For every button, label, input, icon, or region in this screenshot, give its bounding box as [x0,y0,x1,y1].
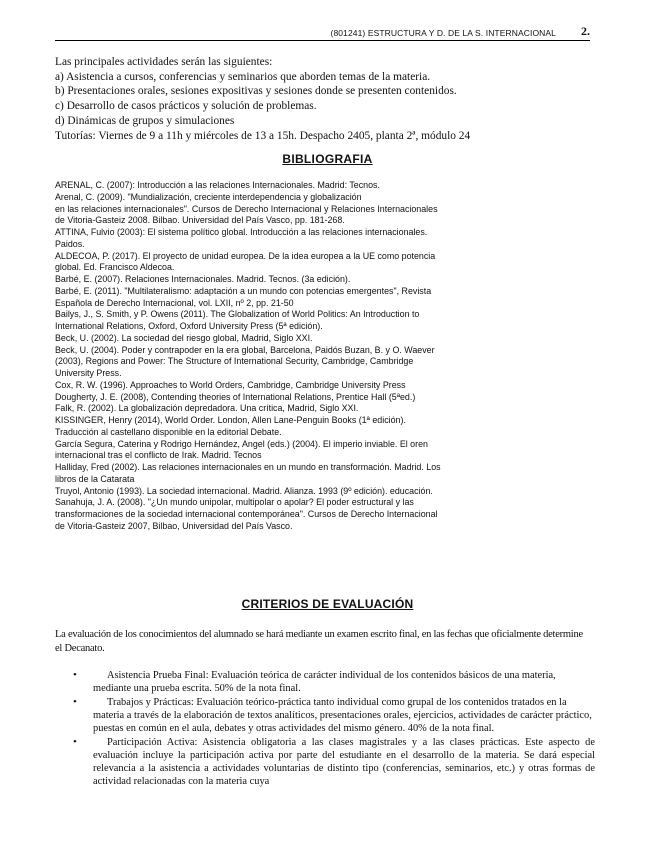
bibliography-entry: Truyol, Antonio (1993). La sociedad internacional. Madrid. Alianza. 1993 (9º edición). educación. [55,485,433,496]
bibliography-entry: ALDECOA, P. (2017). El proyecto de unidad europea. De la idea europea a la UE como potencia global. Ed. Francisco Aldecoa. [55,250,436,273]
evaluation-criteria-list [55,669,595,789]
criteria-item-text: Asistencia Prueba Final: Evaluación teórica de carácter individual de los contenidos básicos de una materia, mediante una prueba escrita. 50% de la nota final. [93,670,556,694]
bibliography-entry: García Segura, Caterina y Rodrigo Hernández, Angel (eds.) (2004). El imperio inviable. El oren internacional tras el conflicto de Irak. Madrid. Tecnos [55,438,428,461]
bullet-icon: • [73,669,77,681]
bullet-icon: • [73,696,77,708]
criteria-item-text: Trabajos y Prácticas: Evaluación teórico-práctica tanto individual como grupal de los contenidos tratados en la materia a través de la elaboración de textos analíticos, presentaciones orales, ejercicios, actividades de carácter práctico, puestas en común en el aula, debates y otras actividades del mismo género. 40% de la nota final. [93,697,592,734]
criteria-item [55,696,595,735]
bibliography-entry: Cox, R. W. (1996). Approaches to World Orders, Cambridge, Cambridge University Press [55,379,406,390]
bibliography-entry: Halliday, Fred (2002). Las relaciones internacionales en un mundo en transformación. Madrid. Los libros de la Catarata [55,462,441,484]
page-number: 2. [581,24,590,38]
criteria-item [55,669,595,695]
intro-line: c) Desarrollo de casos prácticos y solución de problemas. [55,100,317,113]
intro-line: b) Presentaciones orales, sesiones expositivas y sesiones donde se presenten contenidos. [55,85,457,98]
bibliography-title: BIBLIOGRAFIA [282,152,373,166]
bibliography-entry: Sanahuja, J. A. (2008). "¿Un mundo unipolar, multipolar o apolar? El poder estructural y las transformaciones de la sociedad internacional contemporánea". Cursos de Derecho Internacional de Vitoria-Gasteiz 2007, Bilbao, Universidad del País Vasco. [55,497,438,531]
bibliography-entry: Dougherty, J. E. (2008), Contending theories of International Relations, Prentice Hall (5ªed.) [55,391,416,402]
bibliography-entry: Beck, U. (2002). La sociedad del riesgo global, Madrid, Siglo XXI. [55,332,313,343]
bibliography-entry: Beck, U. (2004). Poder y contrapoder en la era global, Barcelona, Paidós Buzan, B. y O. Waever (2003), Regions and Power: The Structure of International Security, Cambridge, Cambridge University Press. [55,344,435,378]
bullet-icon: • [73,736,77,748]
bibliography-entry: Barbé, E. (2007). Relaciones Internacionales. Madrid. Tecnos. (3a edición). [55,274,351,284]
page-header [55,26,590,41]
criteria-item [55,736,595,788]
bibliography-list [55,180,595,533]
criteria-item-text: Participación Activa: Asistencia obligatoria a las clases magistrales y a las clases prácticas. Este aspecto de evaluación incluye la participación activa por parte del estudiante en el desarrollo de la materia. Se dará especial relevancia a la asistencia a actividades voluntarias de distinto tipo (conferencias, seminarios, etc.) y otras formas de actividad relacionadas con la materia cuya [93,737,595,787]
criteria-title: CRITERIOS DE EVALUACIÓN [241,597,414,611]
bibliography-entry: Barbé, E. (2011). "Multilateralismo: adaptación a un mundo con potencias emergentes", Revista Española de Derecho Internacional, vol. LXII, nº 2, pp. 21-50 [55,285,432,308]
evaluation-intro: La evaluación de los conocimientos del alumnado se hará mediante un examen escrito final, en las fechas que oficialmente determine el Decanato. [55,629,583,654]
intro-line: Las principales actividades serán las siguientes: [55,56,273,68]
bibliography-entry: KISSINGER, Henry (2014), World Order. London, Allen Lane-Penguin Books (1ª edición). Traducción al castellano disponible en la editorial Debate. [55,415,406,437]
bibliography-entry: Falk, R. (2002). La globalización depredadora. Una crítica, Madrid, Siglo XXI. [55,403,359,414]
bibliography-entry: Arenal, C. (2009). "Mundialización, creciente interdependencia y globalización en las relaciones internacionales". Cursos de Derecho Internacional y Relaciones Internacionales de Vitoria-Gasteiz 2008. Bilbao. Universidad del País Vasco, pp. 181-268. [55,191,438,226]
tutorias-line: Tutorías: Viernes de 9 a 11h y miércoles de 13 a 15h. Despacho 2405, planta 2ª, módulo 24 [55,129,471,142]
activities-section [55,55,600,143]
intro-line: d) Dinámicas de grupos y simulaciones [55,114,235,127]
bibliography-entry: ATTINA, Fulvio (2003): El sistema político global. Introducción a las relaciones internacionales. Paidos. [55,227,428,249]
course-title: (801241) ESTRUCTURA Y D. DE LA S. INTERNACIONAL [330,28,556,38]
bibliography-entry: Bailys, J., S. Smith, y P. Owens (2011). The Globalization of World Politics: An Introduction to International Relations, Oxford, Oxford University Press (5ª edición). [55,309,420,331]
intro-line: a) Asistencia a cursos, conferencias y seminarios que aborden temas de la materia. [55,70,431,83]
bibliography-entry: ARENAL, C. (2007): Introducción a las relaciones Internacionales. Madrid: Tecnos. [55,180,380,190]
